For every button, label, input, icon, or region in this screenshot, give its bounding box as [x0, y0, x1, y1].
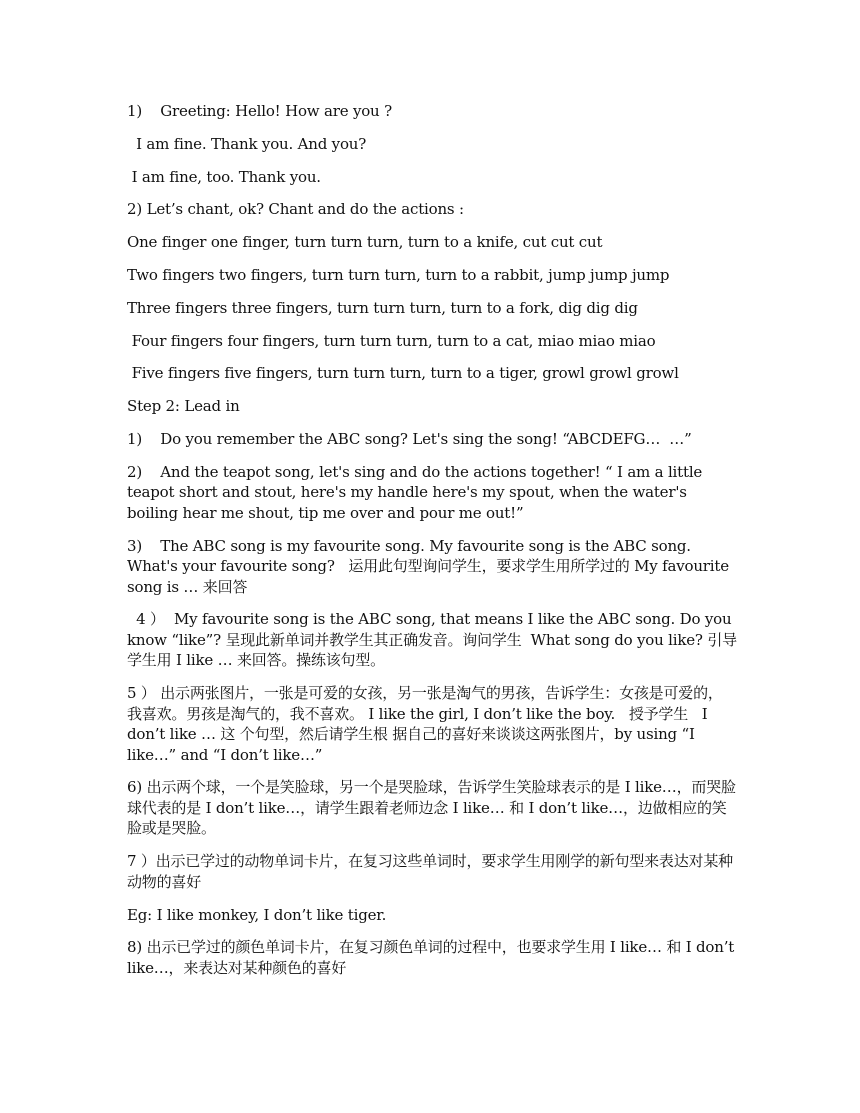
paragraph-chant-line-1: One finger one finger, turn turn turn, turn to a knife, cut cut cut	[127, 233, 603, 252]
paragraph-chant-line-5: Five fingers five fingers, turn turn turn, turn to a tiger, growl growl growl	[127, 364, 679, 383]
paragraph-lead-in-2: 2) And the teapot song, let's sing and do the actions together! “ I am a little teapot short and stout, here's my handle here's my spout, when the water's boiling hear me shout, tip me over and pour me out!”	[127, 462, 707, 522]
paragraph-lead-in-6: 6) 出示两个球，一个是笑脸球，另一个是哭脸球，告诉学生笑脸球表示的是 I like…，而哭脸球代表的是 I don’t like…，请学生跟着老师边念 I like… 和 I don’t like…，边做相应的笑脸或是哭脸。	[127, 778, 736, 838]
paragraph-chant-line-2: Two fingers two fingers, turn turn turn, turn to a rabbit, jump jump jump	[127, 265, 670, 284]
paragraph-lead-in-4: 4 ） My favourite song is the ABC song, that means I like the ABC song. Do you know “like”? 呈现此新单词并教学生其正确发音。询问学生 What song do you like? 引导学生用 I like … 来回答。操练该句型。	[127, 610, 737, 670]
paragraph-lead-in-5: 5 ） 出示两张图片，一张是可爱的女孩，另一张是淘气的男孩，告诉学生：女孩是可爱的，我喜欢。男孩是淘气的，我不喜欢。 I like the girl, I don’t like the boy. 授予学生 I don’t like … 这 个句型，然后请学生根 据自己的喜好来谈谈这两张图片，by using “I like…” and “I don’t like…”	[127, 684, 723, 764]
document-body	[127, 101, 737, 991]
paragraph-lead-in-7: 7 ）出示已学过的动物单词卡片，在复习这些单词时，要求学生用刚学的新句型来表达对某种动物的喜好	[127, 852, 733, 891]
paragraph-lead-in-3: 3) The ABC song is my favourite song. My favourite song is the ABC song. What's your favourite song? 运用此句型询问学生，要求学生用所学过的 My favourite song is … 来回答	[127, 536, 734, 596]
section-heading-lead-in: Step 2: Lead in	[127, 397, 240, 416]
paragraph-lead-in-1: 1) Do you remember the ABC song? Let's sing the song! “ABCDEFG… …”	[127, 429, 692, 448]
paragraph-example: Eg: I like monkey, I don’t like tiger.	[127, 905, 387, 924]
paragraph-chant-intro: 2) Let’s chant, ok? Chant and do the actions :	[127, 200, 464, 219]
paragraph-lead-in-8: 8) 出示已学过的颜色单词卡片，在复习颜色单词的过程中，也要求学生用 I like… 和 I don’t like…，来表达对某种颜色的喜好	[127, 938, 739, 977]
paragraph-response-2: I am fine, too. Thank you.	[127, 167, 321, 186]
paragraph-response-1: I am fine. Thank you. And you?	[127, 134, 367, 153]
paragraph-greeting: 1) Greeting: Hello! How are you ?	[127, 102, 392, 120]
paragraph-chant-line-3: Three fingers three fingers, turn turn turn, turn to a fork, dig dig dig	[127, 298, 638, 317]
paragraph-chant-line-4: Four fingers four fingers, turn turn turn, turn to a cat, miao miao miao	[127, 331, 656, 350]
